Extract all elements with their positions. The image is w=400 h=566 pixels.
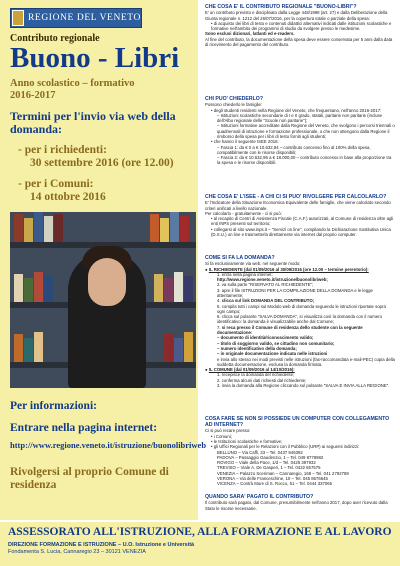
s6-p1: Il contributo sarà pagato, dal Comune, presumibilmente nell'anno 2017, dopo aver ricevuto dalla Stato le risorse necessarie. <box>205 500 388 511</box>
s4-a2: va sulla parte "RISERVATO AL RICHIEDENTE"; <box>221 282 314 288</box>
section-che-cosa: CHE COSA E' IL CONTRIBUTO REGIONALE "BUONO-LIBRI"? E' un contributo previsto e disciplinato dalla Legge 448/1998 (art. 27) e dalla Deliberazione della Giunta regionale n. 1212 del 26/07/2016, per la copertura totale o parziale della spesa: • di acquisto dei libri di testo e contenuti didattici alternativi indicati dalle istituzioni scolastiche e formative nell'ambito dei programmi di studio da svolgere presso le medesime. Sono esclusi dizionari, latlanti ed e-readers. Al fine del contributo, la documentazione della spesa deve essere conservata per 5 anni dalla data di ricevimento del pagamento del contributo. <box>205 4 395 47</box>
s3-heading: CHE COSA E' L'ISEE - A CHI CI SI PUO' RIVOLGERE PER CALCOLARLO? <box>205 194 387 200</box>
section-domanda: COME SI FA LA DOMANDA? Si fa esclusivamente via web, nel seguente modo: ● IL RICHIEDENTE (dal 01/09/2016 al 30/09/2016 (ore 12.00 – termine perentorio): 1. entra nella pagina internet: http://www.regione.veneto.it/istruzione/buonolibriweb; 2. va sulla parte "RISERVATO AL RICHIEDENTE"; 3. apre il file ISTRUZIONI PER LA COMPILAZIONE DELLA DOMANDA e le legge attentamente; 4. clicca sul link DOMANDA DEL CONTRIBUTO; 5. compila tutti i campi sul Modulo web di domanda seguendo le istruzioni riportate sopra ogni campo; 6. clicca sul pulsante "SALVA DOMANDA", si visualizza così la domanda con il numero identificativo: la domanda è visualizzabile anche dal Comune; 7. si reca presso il Comune di residenza dello studente con la seguente documentazione: – documento di identità/riconoscimento valido; – titolo di soggiorno valido, se cittadino non comunitario; – numero identificativo della domanda; – in originale documentazione indicata nelle istruzioni e invia allo stesso nei modi previsti nelle istruzioni (fax-raccomandata e-mail-PEC) copia della suddetta documentazione, esclusa la domanda firmata. ● IL COMUNE (dal 01/09/2016 al 14/10/2016): 1. recepisce la domanda del richiedente; 2. conferma alcuni dati richiesti dal richiedente; 3. invia la domanda alla Regione cliccando sul pulsante "SALVA E INVIA ALLA REGIONE". <box>205 255 395 389</box>
s5-bullet1: i Comuni; <box>213 433 232 439</box>
s2-fascia1: Fascia 1: da € 0 a € 10.632,94 – contributo concesso fino al 100% della spesa, compatibilmente con le risorse disponibili; <box>217 144 371 155</box>
section-no-computer: COSA FARE SE NON SI POSSIEDE UN COMPUTER CON COLLEGAMENTO AD INTERNET? Ci si può recare presso: • i Comuni; • le Istituzioni scolastiche e formative; • gli Uffici Regionali per le Relazioni con il Pubblico (URP) ai seguenti indirizzi: BELLUNO – Via Caffi, 33 – Tel. 0437 946392 PADOVA – Passaggio Gaudenzio, 1 – Tel. 049 8778982 ROVIGO – Viale della Pace, 1/d – Tel. 0425 397932 TREVISO – Viale A. De Gasperi, 1 – Tel. 0422 657575 VENEZIA – Palazzo Sceriman – Cannaregio, 168 – Tel. 041 2792789 VERONA – Via delle Franceschine, 10 – Tel. 045 8676645 VICENZA – Contrà Mure di S. Rocco, 51 – Tel. 0444 337065 <box>205 416 395 487</box>
logo-text: REGIONE DEL VENETO <box>28 13 141 23</box>
s3-p1: E' l'Indicatore della Situazione Economica Equivalente delle famiglie, che viene calcolato secondo criteri unificati a livello nazionale. <box>205 200 391 211</box>
s2-bullet2: che hanno il seguente ISEE 2016: <box>213 139 279 145</box>
s4-a7d: in originale documentazione indicata nelle istruzioni <box>220 351 328 357</box>
informazioni-heading: Per informazioni: <box>10 400 97 412</box>
deadline2-label: per i Comuni: <box>24 178 94 190</box>
s4-a7b: titolo di soggiorno valido, se cittadino non comunitario; <box>220 340 335 346</box>
section-isee: CHE COSA E' L'ISEE - A CHI CI SI PUO' RIVOLGERE PER CALCOLARLO? E' l'Indicatore della Situazione Economica Equivalente delle famiglie, che viene calcolato secondo criteri unificati a livello nazionale. Per calcolarlo - gratuitamente - ci si può: • al recapito di Centri di Assistenza Fiscale (C.A.F.) autorizzati, al Comune di residenza oltre agli enti INPS presenti sul territorio; • collegarsi al sito www.inps.it – "Servizi on line", compilando la Dichiarazione Sostitutiva Unica (D.S.U.) on line e trasmetterla direttamente via internet dal proprio computer. <box>205 194 394 237</box>
s4-a7: si reca presso il Comune di residenza dello studente con la seguente documentazione: <box>217 324 363 336</box>
s2-bullet1a: Istituzioni scolastiche secondarie di I e II grado, statali, paritarie non paritarie (incluse dell'Albo regionale delle "Scuole non paritarie"); <box>217 112 383 124</box>
s3-p2: Per calcolarlo - gratuitamente - ci si può: <box>205 210 282 216</box>
s2-bullet1b: Istituzioni formative accreditate dalla Regione del Veneto, che svolgono i percorsi triennali o quadriennali di istruzione e formazione professionale, o che non ottengono dalla Regione il rimborso della spesa per i libri di testo forniti agli studenti; <box>217 123 395 139</box>
s2-heading: CHI PUO' CHIEDERLO? <box>205 96 264 102</box>
anno-line1: Anno scolastico – formativo <box>10 78 135 89</box>
section-chi-puo: CHI PUO' CHIEDERLO? Possono chiederlo le famiglie: • degli studenti residenti nella Regione del Veneto, che frequentano, nell'anno 2016-2017: – Istituzioni scolastiche secondarie di I e II grado, statali, paritarie non paritarie (incluse dell'Albo regionale delle "Scuole non paritarie"); – Istituzioni formative accreditate dalla Regione del Veneto, che svolgono i percorsi triennali o quadriennali di istruzione e formazione professionale, o che non ottengono dalla Regione il rimborso della spesa per i libri di testo forniti agli studenti; • che hanno il seguente ISEE 2016: – Fascia 1: da € 0 a € 10.632,94 – contributo concesso fino al 100% della spesa, compatibilmente con le risorse disponibili; – Fascia 2: da € 10.632,95 a € 18.000,00 – contributo concesso in base alla proporzione tra la spesa e le risorse disponibili. <box>205 96 395 166</box>
s2-bullet1: degli studenti residenti nella Regione del Veneto, che frequentano, nell'anno 2016-2017: <box>213 107 382 113</box>
s4-a3: apre il file ISTRUZIONI PER LA COMPILAZIONE DELLA DOMANDA e le legge attentamente; <box>217 287 373 298</box>
entrare-label: Entrare nella pagina internet: <box>10 422 158 434</box>
s2-p1: Possono chiederlo le famiglie: <box>205 102 263 108</box>
s4-a7a: documento di identità/riconoscimento valido; <box>220 335 314 341</box>
lion-emblem-icon <box>12 10 24 26</box>
section-pagamento <box>205 494 395 511</box>
region-logo <box>10 8 142 28</box>
s4-a6: clicca sul pulsante "SALVA DOMANDA", si visualizza così la domanda con il numero identificativo: la domanda è visualizzabile anche dal Comune; <box>217 314 383 325</box>
s4-a4: clicca sul link DOMANDA DEL CONTRIBUTO; <box>221 298 315 304</box>
deadline-comuni: - per i Comuni: 14 ottobre 2016 <box>18 178 198 204</box>
s2-fascia2: Fascia 2: da € 10.632,95 a € 18.000,00 – contributo concesso in base alla proporzione tra la spesa e le risorse disponibili. <box>217 155 392 166</box>
s1-p1: E' un contributo previsto e disciplinato dalla Legge 448/1998 (art. 27) e dalla Deliberazione della Giunta regionale n. 1212 del 26/07/2016, per la copertura totale o parziale della spesa: <box>205 10 388 21</box>
website-link[interactable]: http://www.regione.veneto.it/istruzione/buonolibriweb <box>10 440 207 450</box>
s3-bullet1: al recapito di Centri di Assistenza Fiscale (C.A.F.) autorizzati, al Comune di residenza oltre agli enti INPS presenti sul territorio; <box>211 216 394 227</box>
urp-item: VICENZA – Contrà Mure di S. Rocco, 51 – Tel. 0444 337065 <box>217 481 333 487</box>
s4-a1: entra nella pagina internet: <box>221 271 273 277</box>
footer-direzione: DIREZIONE FORMAZIONE E ISTRUZIONE – U.O. Istruzione e Università <box>8 542 195 548</box>
s4-comune-heading: IL COMUNE (dal 01/09/2016 al 14/10/2016): <box>208 367 295 373</box>
footer-address: Fondamenta S. Lucia, Cannaregio 23 – 30121 VENEZIA <box>8 549 146 555</box>
s1-bullet1: di acquisto dei libri di testo e contenuti didattici alternativi indicati dalle istituzioni scolastiche e formative nell'ambito dei programmi di studio da svolgere presso le medesime. <box>211 20 392 32</box>
deadline1-label: per i richiedenti: <box>24 144 107 156</box>
urp-item: PADOVA – Passaggio Gaudenzio, 1 – Tel. 049 8778982 <box>217 454 324 460</box>
s4-a5: compila tutti i campi sul Modulo web di domanda seguendo le istruzioni riportate sopra ogni campo; <box>217 303 386 314</box>
s1-p2: Sono esclusi dizionari, latlanti ed e-readers. <box>205 31 295 37</box>
s4-p1: Si fa esclusivamente via web, nel seguente modo: <box>205 261 301 267</box>
s3-bullet2: collegarsi al sito www.inps.it – "Servizi on line", compilando la Dichiarazione Sostitutiva Unica (D.S.U.) on line e trasmetterla direttamente via internet dal proprio computer. <box>211 226 391 237</box>
s5-bullet2: le Istituzioni scolastiche e formative; <box>213 439 283 444</box>
rivolgersi-comune: Rivolgersi al proprio Comune di residenza <box>10 466 169 491</box>
urp-item: BELLUNO – Via Caffi, 33 – Tel. 0437 946392 <box>217 449 303 455</box>
s5-bullet3: gli Uffici Regionali per le Relazioni con il Pubblico (URP) ai seguenti indirizzi: <box>213 444 360 450</box>
s1-p3: Al fine del contributo, la documentazione della spesa deve essere conservata per 5 anni dalla data di ricevimento del pagamento del contributo. <box>205 36 393 47</box>
s6-heading: QUANDO SARA' PAGATO IL CONTRIBUTO? <box>205 494 314 500</box>
s5-heading: COSA FARE SE NON SI POSSIEDE UN COMPUTER CON COLLEGAMENTO AD INTERNET? <box>205 416 390 429</box>
urp-item: VENEZIA – Palazzo Sceriman – Cannaregio, 168 – Tel. 041 2792789 <box>217 470 349 476</box>
deadline2-date: 14 ottobre 2016 <box>30 191 106 203</box>
deadline-richiedenti: - per i richiedenti: 30 settembre 2016 (ore 12.00) <box>18 144 198 170</box>
photo-student-library <box>10 212 196 388</box>
s4-a1-url[interactable]: http://www.regione.veneto.it/istruzione/buonolibriweb; <box>217 277 328 283</box>
urp-item: VERONA – Via delle Franceschine, 10 – Tel. 045 8676645 <box>217 476 328 482</box>
s4-a7c: numero identificativo della domanda; <box>220 345 297 351</box>
s4-b1: recepisce la domanda del richiedente; <box>221 372 295 378</box>
s4-b3: invia la domanda alla Regione cliccando sul pulsante "SALVA E INVIA ALLA REGIONE". <box>221 383 390 389</box>
s1-heading: CHE COSA E' IL CONTRIBUTO REGIONALE "BUONO-LIBRI"? <box>205 4 357 10</box>
termini-heading: Termini per l'invio via web della domanda: <box>10 109 176 136</box>
page-title: Buono - Libri <box>10 42 180 74</box>
contributo-label: Contributo regionale <box>10 33 100 44</box>
anno-scolastico <box>10 78 190 102</box>
urp-item: ROVIGO – Viale della Pace, 1/d – Tel. 0425 397932 <box>217 460 316 466</box>
anno-line2: 2016-2017 <box>10 90 56 101</box>
s4-richiedente-heading: IL RICHIEDENTE (dal 01/09/2016 al 30/09/2016 (ore 12.00 – termine perentorio): <box>208 266 369 272</box>
urp-item: TREVISO – Viale A. De Gasperi, 1 – Tel. 0422 657575 <box>217 465 321 471</box>
footer-assessorato: ASSESSORATO ALL'ISTRUZIONE, ALLA FORMAZIONE E AL LAVORO <box>8 526 392 538</box>
s5-p1: Ci si può recare presso: <box>205 428 251 434</box>
s4-a8: e invia allo stesso nei modi previsti nelle istruzioni (fax-raccomandata e-mail-PEC) copia della suddetta documentazione, esclusa la domanda firmata. <box>217 356 395 367</box>
s4-heading: COME SI FA LA DOMANDA? <box>205 255 275 261</box>
s4-b2: conferma alcuni dati richiesti dal richiedente; <box>221 377 307 383</box>
deadline1-date: 30 settembre 2016 (ore 12.00) <box>30 157 174 169</box>
